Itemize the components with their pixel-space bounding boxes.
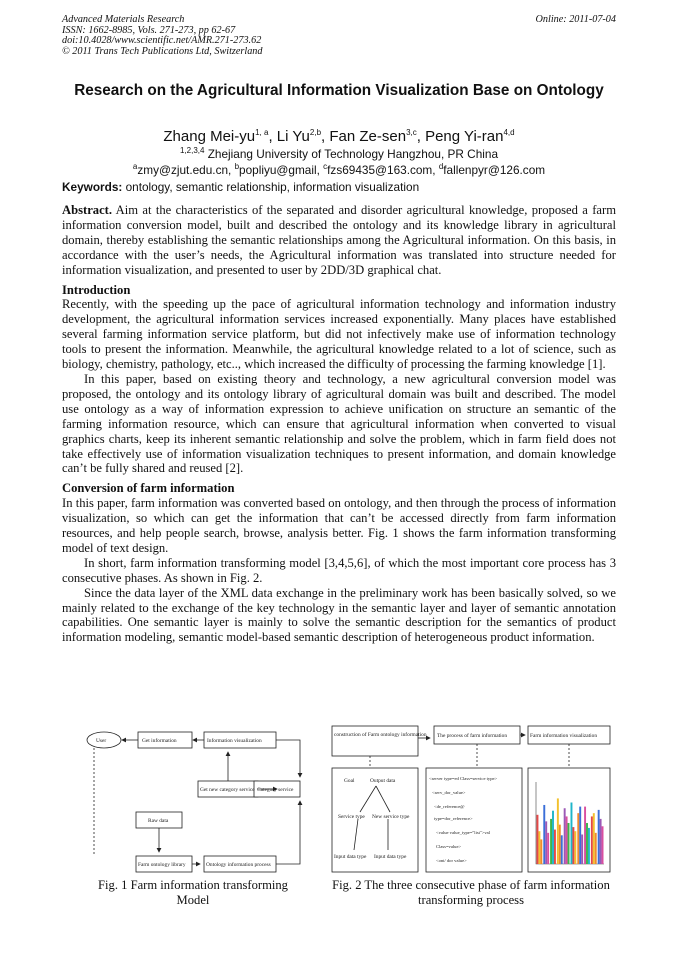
onto-proc-label: Ontology information process bbox=[206, 862, 271, 868]
figure-1-diagram bbox=[82, 722, 304, 876]
chart-bar bbox=[591, 816, 593, 864]
chart-bar bbox=[586, 823, 588, 864]
paper-title: Research on the Agricultural Information Visualization Base on Ontology bbox=[74, 82, 604, 99]
fig2-box2-label: The process of farm information bbox=[437, 733, 508, 739]
chart-bar bbox=[547, 833, 549, 864]
affiliation bbox=[62, 144, 616, 161]
chart-bar bbox=[600, 819, 602, 864]
paragraph: In this paper, farm information was converted based on ontology, and then through the process of information visualization, so which can get the information that can’t be accessed directly from farm information resources, and help people search, browse, analysis better. Fig. 1 shows the farm information transforming model of text design. bbox=[62, 496, 616, 555]
tree-node: New service type bbox=[372, 814, 410, 820]
chart-bar bbox=[559, 825, 561, 864]
raw-data-label: Raw data bbox=[148, 818, 169, 824]
author: Fan Ze-sen bbox=[329, 128, 407, 145]
xml-line: <ont/ dor value> bbox=[436, 858, 467, 863]
user-label: User bbox=[96, 738, 107, 744]
journal-name: Advanced Materials Research bbox=[62, 14, 185, 25]
keywords-text: ontology, semantic relationship, information visualization bbox=[122, 180, 420, 194]
get-info-label: Get information bbox=[142, 738, 177, 744]
info-vis-label: Information visualization bbox=[207, 738, 262, 744]
affiliation-text: Zhejiang University of Technology Hangzhou, PR China bbox=[204, 146, 499, 161]
author-sup: 2,b bbox=[309, 128, 322, 137]
email[interactable]: popliyu@gmail, bbox=[239, 162, 324, 177]
xml-line: <de_reference@ bbox=[434, 804, 465, 809]
author-sep: , bbox=[268, 128, 277, 145]
xml-line: <value value_type="list">val bbox=[436, 830, 491, 835]
issn: ISSN: 1662-8985, Vols. 271-273, pp 62-67 bbox=[62, 24, 236, 36]
author-sup: 3,c bbox=[406, 128, 417, 137]
chart-bar bbox=[540, 839, 542, 864]
chart-bar bbox=[557, 798, 559, 864]
chart-bar bbox=[554, 830, 556, 864]
email[interactable]: fzs69435@163.com, bbox=[327, 162, 439, 177]
fig2-box1 bbox=[332, 726, 418, 756]
chart-bar bbox=[564, 808, 566, 864]
fig2-box3-label: Farm information visualization bbox=[530, 733, 598, 739]
chart-bar bbox=[561, 835, 563, 864]
chart-bar bbox=[572, 827, 574, 864]
tree-node: Service type bbox=[338, 814, 365, 820]
author: Peng Yi-ran bbox=[425, 128, 504, 145]
figure-2-diagram bbox=[330, 724, 612, 876]
chart-bar bbox=[550, 819, 552, 864]
farm-onto-label: Farm ontology library bbox=[138, 862, 186, 868]
tree-node: Input data type bbox=[334, 854, 367, 860]
chart-bar bbox=[538, 831, 540, 864]
figure-1-caption: Fig. 1 Farm information transforming Model bbox=[98, 878, 288, 907]
online-date: Online: 2011-07-04 bbox=[535, 14, 616, 25]
chart-bar bbox=[571, 803, 573, 865]
chart-bar bbox=[568, 823, 570, 864]
body-text bbox=[62, 203, 616, 645]
fig2-box1-label: construction of Farm ontology information bbox=[334, 732, 427, 738]
chart-bar bbox=[566, 816, 568, 864]
email[interactable]: fallenpyr@126.com bbox=[443, 162, 546, 177]
xml-line: Class=value> bbox=[436, 844, 462, 849]
chart-bar bbox=[543, 805, 545, 864]
chart-bar bbox=[598, 810, 600, 864]
author-sep: , bbox=[416, 128, 426, 145]
paragraph: Recently, with the speeding up the pace of agricultural information technology and information industry development, the agricultural information services increased exponentially. Many places have established several farming information service platform, but did not infectively make use of information technology tools to present the information. Meanwhile, the agricultural knowledge related to a lot of science, such as biology, chemistry, pathology, etc.., which increased the difficulty of processing the farming knowledge [1]. bbox=[62, 297, 616, 372]
tree-node: Goal bbox=[344, 778, 355, 784]
abstract-label: Abstract. bbox=[62, 203, 113, 217]
email-sup: b bbox=[234, 162, 240, 171]
email-list bbox=[62, 160, 616, 177]
abstract-text: Aim at the characteristics of the separated and disorder agricultural knowledge, proposed a farm information conversion model, built and described the ontology and its knowledge library in agricultural domain, thereby establishing the semantic relationships among the Agricultural information. On this basis, in accordance with the user’s needs, the Agricultural information was translated into structure needed for information visualization, and presented to user by 2DD/3D graphical chat. bbox=[62, 203, 616, 277]
author-list bbox=[62, 124, 616, 146]
author-sup: 1, a bbox=[255, 128, 269, 137]
chart-bar bbox=[545, 821, 547, 864]
tree-node: Output data bbox=[370, 778, 396, 784]
chart-bar bbox=[584, 807, 586, 864]
email-sup: c bbox=[323, 162, 328, 171]
paragraph: In short, farm information transforming model [3,4,5,6], of which the most important core process has 3 consecutive phases. As shown in Fig. 2. bbox=[62, 555, 616, 585]
running-header bbox=[62, 15, 616, 57]
chart-bar bbox=[588, 828, 590, 864]
xml-line: <serv_dor_value> bbox=[432, 790, 466, 795]
author-sep: , bbox=[321, 128, 330, 145]
section-heading-conversion: Conversion of farm information bbox=[62, 481, 235, 496]
chart-bar bbox=[602, 826, 604, 864]
chart-bar bbox=[537, 815, 539, 864]
paragraph: In this paper, based on existing theory and technology, a new agricultural conversion model was proposed, the ontology and its ontology library of agricultural domain was built and described. The model use ontology as a way of information expression to achieve unification on structure an semantic of the farming information resource, which can ensure that agricultural information when converted to visual graphics charts, keep its inherent semantic relationship and solve the problem, which in farm field does not take effectively use of information visualization techniques to present information, and domain knowledge can’t be fully shared and reused [2]. bbox=[62, 371, 616, 476]
chart-bar bbox=[577, 813, 579, 864]
email-sup: a bbox=[132, 162, 138, 171]
keywords-label: Keywords: bbox=[62, 180, 123, 194]
section-heading-introduction: Introduction bbox=[62, 282, 131, 297]
cat-service-label: Category service bbox=[257, 787, 294, 793]
paragraph: Since the data layer of the XML data exchange in the preliminary work has been basically solved, so we mainly related to the exchange of the key technology in the semantic layer and layer of semantic annotation capabilities. One semantic layer is mainly to solve the semantic description for the semantics of product information modeling, semantic model-based semantic description of heterogeneous product information. bbox=[62, 585, 616, 645]
keywords bbox=[62, 180, 616, 194]
author: Li Yu bbox=[276, 128, 310, 145]
chart-bar bbox=[574, 831, 576, 864]
doi: doi:10.4028/www.scientific.net/AMR.271-273.62 bbox=[62, 35, 262, 47]
chart-bar bbox=[552, 811, 554, 864]
chart-bar bbox=[579, 807, 581, 864]
author-sup: 4,d bbox=[503, 128, 515, 137]
abstract bbox=[62, 203, 616, 278]
author: Zhang Mei-yu bbox=[163, 128, 256, 145]
chart-bar bbox=[593, 813, 595, 864]
tree-node: Input data type bbox=[374, 854, 407, 860]
get-cat-label: Get new category service bbox=[200, 787, 255, 793]
email-sup: d bbox=[438, 162, 444, 171]
xml-line: <server type=ed Class=service type> bbox=[429, 776, 498, 781]
chart-bar bbox=[595, 833, 597, 864]
copyright: © 2011 Trans Tech Publications Ltd, Switzerland bbox=[62, 45, 263, 57]
affiliation-sup: 1,2,3,4 bbox=[179, 146, 205, 155]
email[interactable]: zmy@zjut.edu.cn, bbox=[137, 162, 235, 177]
chart-bar bbox=[581, 834, 583, 864]
figure-2-caption: Fig. 2 The three consecutive phase of farm information transforming process bbox=[332, 878, 610, 907]
xml-line: type=dor_reference> bbox=[434, 816, 473, 821]
